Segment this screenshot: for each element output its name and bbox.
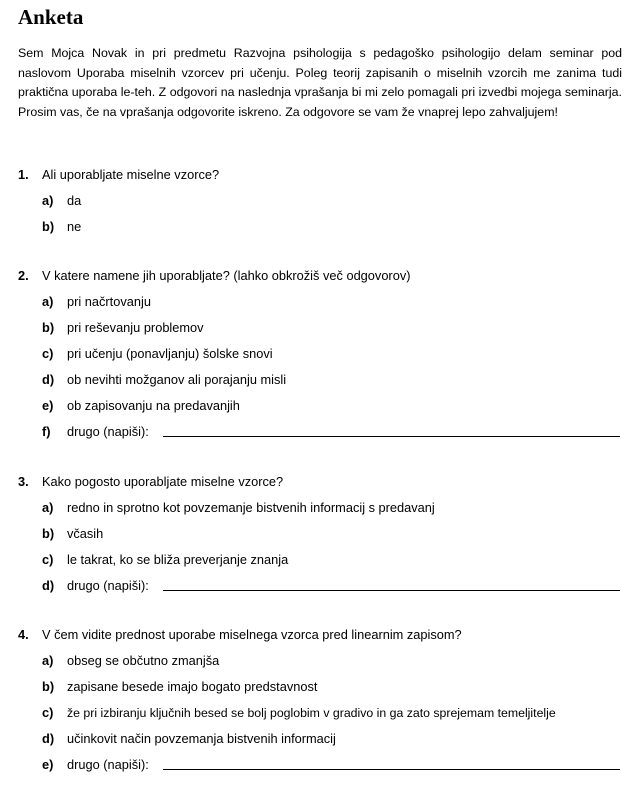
option-text: redno in sprotno kot povzemanje bistvenih informacij s predavanj — [67, 500, 435, 515]
intro-paragraph: Sem Mojca Novak in pri predmetu Razvojna psihologija s pedagoško psihologijo delam seminar pod naslovom Uporaba miselnih vzorcev pri učenju. Poleg teorij zapisanih o miselnih vzorcih me zanima tudi praktična uporaba le-teh. Z odgovori na naslednja vprašanja bi mi zelo pomagali pri izvedbi mojega seminarja. Prosim vas, če na vprašanja odgovorite iskreno. Za odgovore se vam že vnaprej lepo zahvaljujem! — [18, 46, 622, 119]
question-text: Kako pogosto uporabljate miselne vzorce? — [42, 474, 284, 489]
option-letter: f) — [42, 424, 51, 439]
option-4b[interactable] — [42, 677, 622, 697]
option-text: ne — [67, 219, 82, 234]
write-in-line[interactable] — [163, 436, 620, 437]
option-1b[interactable] — [42, 217, 622, 237]
option-letter: a) — [42, 500, 54, 515]
option-letter: d) — [42, 372, 55, 387]
question-3 — [18, 472, 622, 492]
option-4e[interactable] — [42, 755, 622, 775]
page-title: Anketa — [18, 5, 84, 29]
option-2d[interactable] — [42, 370, 622, 390]
option-1a[interactable] — [42, 191, 622, 211]
option-text: le takrat, ko se bliža preverjanje znanja — [67, 552, 289, 567]
option-3d[interactable] — [42, 576, 622, 596]
option-text: obseg se občutno zmanjša — [67, 653, 220, 668]
question-4 — [18, 625, 622, 645]
option-2b[interactable] — [42, 318, 622, 338]
option-text: pri načrtovanju — [67, 294, 151, 309]
option-4c[interactable] — [42, 703, 622, 723]
option-letter: a) — [42, 193, 54, 208]
option-letter: a) — [42, 653, 54, 668]
option-text: da — [67, 193, 82, 208]
option-text: ob nevihti možganov ali porajanju misli — [67, 372, 287, 387]
option-letter: e) — [42, 398, 54, 413]
option-letter: d) — [42, 578, 55, 593]
question-text: Ali uporabljate miselne vzorce? — [42, 167, 220, 182]
question-number: 1. — [18, 167, 29, 182]
question-text: V čem vidite prednost uporabe miselnega vzorca pred linearnim zapisom? — [42, 627, 462, 642]
option-text: drugo (napiši): — [67, 757, 149, 772]
option-letter: b) — [42, 679, 55, 694]
option-3a[interactable] — [42, 498, 622, 518]
option-letter: a) — [42, 294, 54, 309]
option-letter: b) — [42, 320, 55, 335]
option-text: drugo (napiši): — [67, 578, 149, 593]
option-text: že pri izbiranju ključnih besed se bolj poglobim v gradivo in ga zato sprejemam temeljitelje — [67, 706, 556, 720]
question-number: 2. — [18, 268, 29, 283]
option-text: učinkovit način povzemanja bistvenih informacij — [67, 731, 336, 746]
option-text: drugo (napiši): — [67, 424, 149, 439]
option-text: zapisane besede imajo bogato predstavnost — [67, 679, 318, 694]
option-letter: c) — [42, 346, 54, 361]
write-in-line[interactable] — [163, 769, 620, 770]
option-letter: b) — [42, 526, 55, 541]
question-number: 3. — [18, 474, 29, 489]
option-letter: b) — [42, 219, 55, 234]
option-letter: c) — [42, 705, 54, 720]
question-number: 4. — [18, 627, 29, 642]
option-letter: d) — [42, 731, 55, 746]
option-text: včasih — [67, 526, 104, 541]
option-letter: c) — [42, 552, 54, 567]
option-2e[interactable] — [42, 396, 622, 416]
option-4a[interactable] — [42, 651, 622, 671]
question-1 — [18, 165, 622, 185]
option-letter: e) — [42, 757, 54, 772]
option-text: pri učenju (ponavljanju) šolske snovi — [67, 346, 273, 361]
option-text: pri reševanju problemov — [67, 320, 204, 335]
question-2 — [18, 266, 622, 286]
option-4d[interactable] — [42, 729, 622, 749]
option-text: ob zapisovanju na predavanjih — [67, 398, 240, 413]
option-3b[interactable] — [42, 524, 622, 544]
write-in-line[interactable] — [163, 590, 620, 591]
option-3c[interactable] — [42, 550, 622, 570]
option-2c[interactable] — [42, 344, 622, 364]
question-text: V katere namene jih uporabljate? (lahko obkrožiš več odgovorov) — [42, 268, 411, 283]
option-2a[interactable] — [42, 292, 622, 312]
option-2f[interactable] — [42, 422, 622, 442]
